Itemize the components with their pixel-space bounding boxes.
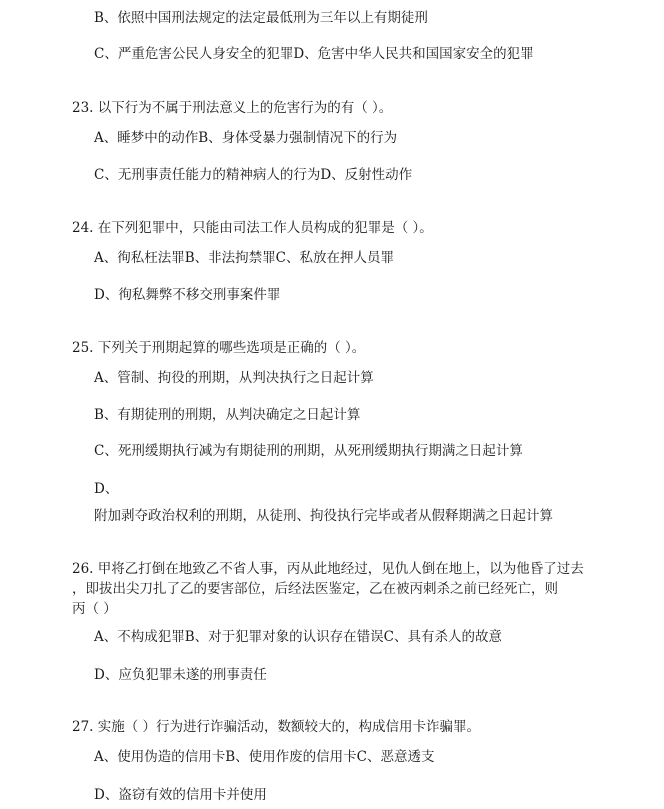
q27-question: 27. 实施（ ）行为进行诈骗活动，数额较大的，构成信用卡诈骗罪。	[72, 719, 481, 735]
q23-option-c-d: C、无刑事责任能力的精神病人的行为D、反射性动作	[94, 167, 413, 183]
q25-option-b: B、有期徒刑的刑期，从判决确定之日起计算	[94, 407, 361, 423]
q27-option-a-b-c: A、使用伪造的信用卡B、使用作废的信用卡C、恶意透支	[94, 749, 435, 765]
q26-question-line-2: ，即拔出尖刀扎了乙的要害部位，后经法医鉴定，乙在被丙刺杀之前已经死亡，则	[72, 581, 558, 597]
q26-question-line-3: 丙（ ）	[72, 601, 117, 617]
q23-option-a-b: A、睡梦中的动作B、身体受暴力强制情况下的行为	[94, 130, 398, 146]
q27-option-d: D、盗窃有效的信用卡并使用	[94, 787, 267, 803]
q22-option-b: B、依照中国刑法规定的法定最低刑为三年以上有期徒刑	[94, 10, 428, 26]
q22-option-c-d: C、严重危害公民人身安全的犯罪D、危害中华人民共和国国家安全的犯罪	[94, 46, 534, 62]
q23-question: 23. 以下行为不属于刑法意义上的危害行为的有（ ）。	[72, 100, 393, 116]
q25-option-d-text: 附加剥夺政治权利的刑期，从徒刑、拘役执行完毕或者从假释期满之日起计算	[94, 508, 553, 524]
q26-question-line-1: 26. 甲将乙打倒在地致乙不省人事，丙从此地经过，见仇人倒在地上，以为他昏了过去	[72, 561, 584, 577]
q24-option-d: D、徇私舞弊不移交刑事案件罪	[94, 287, 281, 303]
q25-option-c: C、死刑缓期执行减为有期徒刑的刑期，从死刑缓期执行期满之日起计算	[94, 443, 523, 459]
q25-option-d-label: D、	[94, 481, 119, 497]
q25-question: 25. 下列关于刑期起算的哪些选项是正确的（ ）。	[72, 340, 366, 356]
q24-question: 24. 在下列犯罪中，只能由司法工作人员构成的犯罪是（ ）。	[72, 220, 433, 236]
q26-option-d: D、应负犯罪未遂的刑事责任	[94, 667, 267, 683]
q24-option-a-b-c: A、徇私枉法罪B、非法拘禁罪C、私放在押人员罪	[94, 250, 394, 266]
q26-option-a-b-c: A、不构成犯罪B、对于犯罪对象的认识存在错误C、具有杀人的故意	[94, 629, 502, 645]
q25-option-a: A、管制、拘役的刑期，从判决执行之日起计算	[94, 370, 374, 386]
